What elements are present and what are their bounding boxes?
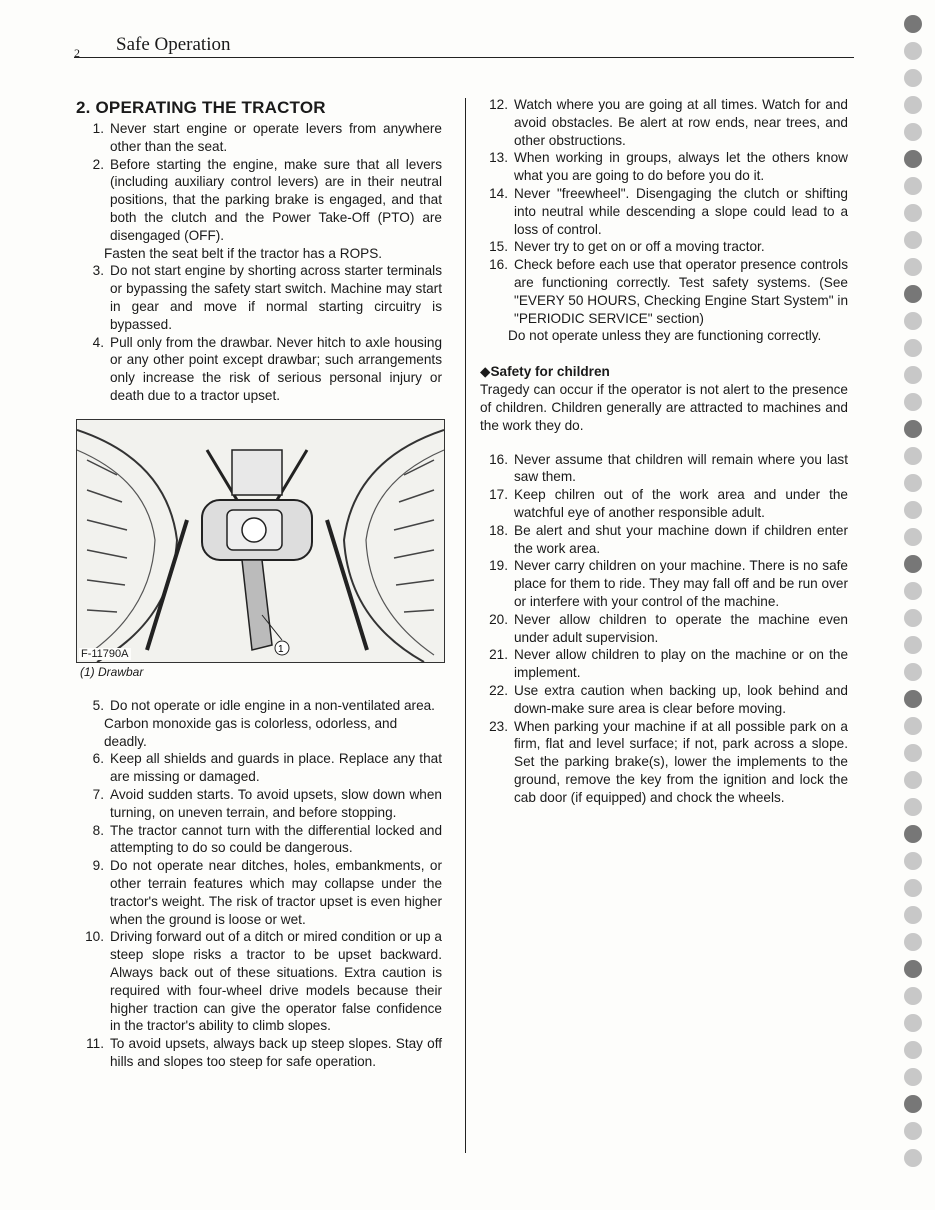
- item-number: 9.: [92, 858, 104, 874]
- section-title: Safe Operation: [116, 34, 231, 55]
- list-item: [76, 156, 442, 245]
- binding-hole: [904, 69, 922, 87]
- item-number: 22.: [489, 682, 508, 698]
- item-text: Watch where you are going at all times. Watch for and avoid obstacles. Be alert at row ends, near trees, and other obstructions.: [514, 97, 848, 148]
- binding-hole: [904, 906, 922, 924]
- list-item: [480, 96, 848, 149]
- item-text: Never start engine or operate levers from anywhere other than the seat.: [110, 121, 442, 154]
- page-title: 2. OPERATING THE TRACTOR: [76, 98, 326, 117]
- binding-hole: [904, 933, 922, 951]
- item-number: 23.: [489, 718, 508, 734]
- list-item: [480, 451, 848, 487]
- binding-hole: [904, 798, 922, 816]
- figure-callout-1: 1: [278, 644, 284, 655]
- list-item: [76, 1035, 442, 1071]
- drawbar-illustration: [77, 420, 444, 662]
- binding-hole: [904, 96, 922, 114]
- item-number: 18.: [489, 522, 508, 538]
- item-text: Never allow children to operate the machine even under adult supervision.: [514, 611, 848, 645]
- list-item: [480, 682, 848, 718]
- binding-hole: [904, 1095, 922, 1113]
- list-item: [480, 522, 848, 558]
- item-text: Never try to get on or off a moving tractor.: [514, 239, 765, 255]
- item-number: 16.: [489, 451, 508, 467]
- binding-hole: [904, 447, 922, 465]
- item-text: Be alert and shut your machine down if children enter the work area.: [514, 522, 848, 556]
- list-item: [76, 857, 442, 928]
- left-column-bottom: [76, 697, 442, 1071]
- item-text: The tractor cannot turn with the differential locked and attempting to do so could be dangerous.: [110, 822, 442, 856]
- figure-caption: (1) Drawbar: [80, 665, 144, 679]
- binding-hole: [904, 1149, 922, 1167]
- rules-list-12-16: [480, 96, 848, 345]
- item-text: When parking your machine if at all possible park on a firm, flat and level surface; if not, park across a slope. Set the parking brake(s), lower the implements to the ground, remove the key from the ignition and lock the cab door (if equipped) and chock the wheels.: [514, 718, 848, 805]
- binding-hole: [904, 231, 922, 249]
- item-number: 8.: [92, 822, 104, 838]
- binding-hole: [904, 366, 922, 384]
- binding-hole: [904, 582, 922, 600]
- binding-hole: [904, 987, 922, 1005]
- item-text: Never carry children on your machine. There is no safe place for them to ride. They may fall off and be run over or interfere with your control of the machine.: [514, 558, 848, 609]
- binding-holes: [898, 14, 928, 1184]
- item-text: To avoid upsets, always back up steep slopes. Stay off hills and slopes too steep for safe operation.: [110, 1036, 442, 1069]
- list-item: [76, 750, 442, 786]
- binding-hole: [904, 150, 922, 168]
- item-number: 16.: [489, 257, 508, 273]
- binding-hole: [904, 852, 922, 870]
- list-item: [480, 718, 848, 807]
- list-item: [76, 334, 442, 405]
- header-rule: [74, 57, 854, 58]
- binding-hole: [904, 177, 922, 195]
- binding-hole: [904, 15, 922, 33]
- children-safety-intro: Tragedy can occur if the operator is not alert to the presence of children. Children generally are attracted to machines and the work they do.: [480, 382, 848, 433]
- binding-hole: [904, 285, 922, 303]
- binding-hole: [904, 663, 922, 681]
- binding-hole: [904, 555, 922, 573]
- item-text: Avoid sudden starts. To avoid upsets, slow down when turning, on uneven terrain, and before stopping.: [110, 786, 442, 820]
- item-number: 7.: [92, 786, 104, 802]
- item-text: Do not operate or idle engine in a non-ventilated area.: [110, 698, 435, 713]
- list-item: [76, 262, 442, 333]
- binding-hole: [904, 771, 922, 789]
- binding-hole: [904, 339, 922, 357]
- binding-hole: [904, 717, 922, 735]
- rules-list-5-11: [76, 697, 442, 1071]
- binding-hole: [904, 1068, 922, 1086]
- right-column: [480, 96, 848, 806]
- binding-hole: [904, 312, 922, 330]
- item-number: 12.: [489, 97, 508, 112]
- list-item: [76, 822, 442, 858]
- item-text: Before starting the engine, make sure that all levers (including auxiliary control levers) are in their neutral positions, that the parking brake is engaged, and that both the clutch and the Power Take-Off (PTO) are disengaged (OFF).: [110, 156, 442, 243]
- list-item: [76, 928, 442, 1035]
- item-number: 17.: [489, 487, 508, 503]
- binding-hole: [904, 1122, 922, 1140]
- binding-hole: [904, 474, 922, 492]
- item-number: 3.: [92, 263, 104, 279]
- page-header: [74, 30, 854, 60]
- item-number: 19.: [489, 558, 508, 574]
- binding-hole: [904, 744, 922, 762]
- binding-hole: [904, 609, 922, 627]
- item-text: Check before each use that operator presence controls are functioning correctly. Test safety systems. (See "EVERY 50 HOURS, Checking Engine Start System" in "PERIODIC SERVICE" section): [514, 257, 848, 326]
- list-item: [480, 486, 848, 522]
- item-text: Driving forward out of a ditch or mired condition or up a steep slope risks a tractor to be upset backward. Always back out of these situations. Extra caution is required with four-wheel drive models because their higher traction can give the operator false confidence in the tractor's ability to climb slopes.: [110, 929, 442, 1034]
- item-text: Keep all shields and guards in place. Replace any that are missing or damaged.: [110, 751, 442, 785]
- item-text: Never allow children to play on the machine or on the implement.: [514, 647, 848, 681]
- item-number: 5.: [92, 698, 104, 713]
- binding-hole: [904, 501, 922, 519]
- list-item: [480, 185, 848, 238]
- item-text: Do not operate near ditches, holes, embankments, or other terrain features which may collapse under the tractor's weight. The risk of tractor upset is even higher when the ground is loose or wet.: [110, 858, 442, 927]
- binding-hole: [904, 528, 922, 546]
- binding-hole: [904, 1041, 922, 1059]
- left-column-top: [76, 98, 442, 405]
- binding-hole: [904, 258, 922, 276]
- list-item: [480, 256, 848, 327]
- item-text: Pull only from the drawbar. Never hitch to axle housing or any other point except drawbar; such arrangements only increase the risk of serious personal injury or death due to a tractor upset.: [110, 334, 442, 403]
- binding-hole: [904, 204, 922, 222]
- figure-code: F-11790A: [81, 648, 129, 660]
- binding-hole: [904, 420, 922, 438]
- binding-hole: [904, 636, 922, 654]
- page-number: 2: [74, 46, 80, 60]
- item-number: 21.: [489, 647, 508, 663]
- item-number: 15.: [489, 239, 508, 255]
- binding-hole: [904, 825, 922, 843]
- binding-hole: [904, 690, 922, 708]
- binding-hole: [904, 393, 922, 411]
- item-number: 6.: [92, 751, 104, 767]
- list-item: [76, 120, 442, 156]
- binding-hole: [904, 123, 922, 141]
- children-safety-heading: ◆Safety for children: [480, 364, 610, 380]
- column-divider: [465, 98, 466, 1153]
- item-number: 14.: [489, 185, 508, 201]
- drawbar-figure: [76, 419, 445, 663]
- list-item: [480, 611, 848, 647]
- binding-hole: [904, 879, 922, 897]
- item-number: 1.: [92, 121, 104, 136]
- rules-list-1-4: [76, 120, 442, 405]
- item-number: 4.: [92, 334, 104, 350]
- item-number: 2.: [92, 156, 104, 172]
- list-item: [76, 697, 442, 715]
- binding-hole: [904, 42, 922, 60]
- item-number: 11.: [86, 1036, 104, 1052]
- item-text: Do not start engine by shorting across starter terminals or bypassing the safety start switch. Machine may start in gear and move if normal starting circuitry is bypassed.: [110, 263, 442, 332]
- item-text: Use extra caution when backing up, look behind and down-make sure area is clear before moving.: [514, 682, 848, 716]
- list-item: [480, 646, 848, 682]
- binding-hole: [904, 960, 922, 978]
- item-note: Do not operate unless they are functioning correctly.: [508, 328, 822, 344]
- item-note: Fasten the seat belt if the tractor has a ROPS.: [104, 245, 383, 261]
- list-item: [480, 238, 848, 256]
- rules-list-children: [480, 451, 848, 807]
- item-text: Never "freewheel". Disengaging the clutch or shifting into neutral while descending a slope could lead to a loss of control.: [514, 185, 848, 237]
- list-item: [480, 557, 848, 610]
- item-number: 13.: [489, 150, 508, 166]
- item-text: When working in groups, always let the others know what you are going to do before you do it.: [514, 150, 848, 184]
- binding-hole: [904, 1014, 922, 1032]
- item-text: Never assume that children will remain where you last saw them.: [514, 451, 848, 485]
- item-number: 20.: [489, 611, 508, 627]
- item-number: 10.: [85, 929, 104, 945]
- item-note: Carbon monoxide gas is colorless, odorless, and deadly.: [104, 715, 398, 749]
- item-text: Keep chilren out of the work area and under the watchful eye of another responsible adult.: [514, 487, 848, 520]
- list-item: [76, 786, 442, 822]
- list-item: [480, 149, 848, 185]
